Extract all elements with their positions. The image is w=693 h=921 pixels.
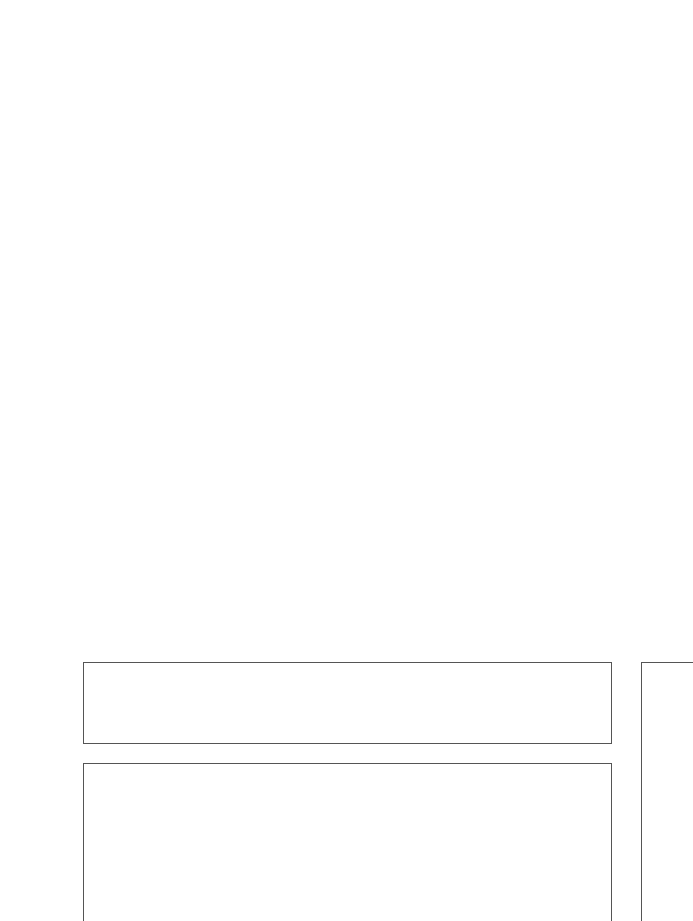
dental-clinic-note <box>83 662 612 744</box>
clinic-note <box>83 763 612 921</box>
right-note-partial <box>641 662 693 921</box>
